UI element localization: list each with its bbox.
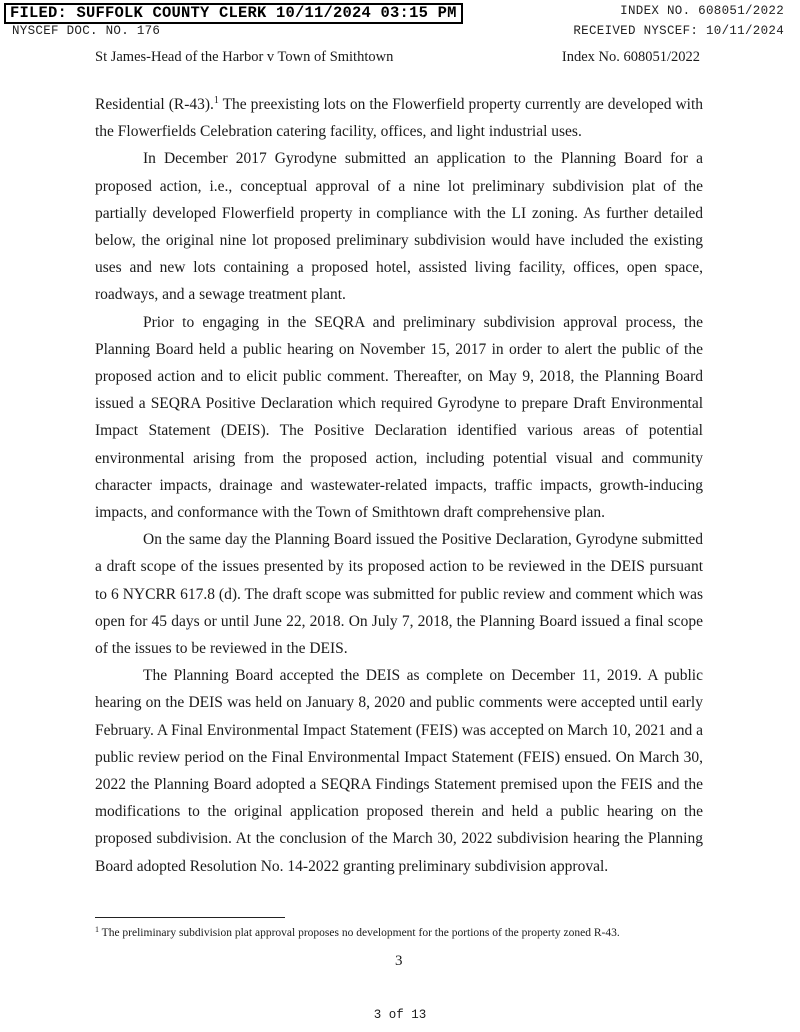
footnote-reference: 1: [213, 95, 219, 106]
paragraph-2: In December 2017 Gyrodyne submitted an application to the Planning Board for a proposed action, i.e., conceptual approval of a nine lot preliminary subdivision plat of the partially developed Flowerfield property in compliance with the LI zoning. As further detailed below, the original nine lot proposed preliminary subdivision would have included the existing uses and new lots containing a proposed hotel, assisted living facility, offices, open space, roadways, and a sewage treatment plant.: [95, 150, 703, 304]
paragraph-1-continued: The preexisting lots on the Flowerfield property currently are developed with the Flowerfields Celebration catering facility, offices, and light industrial uses.: [95, 96, 703, 141]
page-number: 3: [395, 953, 403, 969]
paragraph-3: Prior to engaging in the SEQRA and preliminary subdivision approval process, the Planning Board held a public hearing on November 15, 2017 in order to alert the public of the proposed action and to elicit public comment. Thereafter, on May 9, 2018, the Planning Board issued a SEQRA Positive Declaration which required Gyrodyne to prepare Draft Environmental Impact Statement (DEIS). The Positive Declaration identified various areas of potential environmental arising from the proposed action, including potential visual and community character impacts, drainage and wastewater-related impacts, traffic impacts, growth-inducing impacts, and conformance with the Town of Smithtown draft comprehensive plan.: [95, 313, 703, 522]
paragraph-1-text: Residential (R-43).: [95, 96, 214, 113]
page-count: 3 of 13: [373, 1008, 427, 1022]
paragraph-4: On the same day the Planning Board issued the Positive Declaration, Gyrodyne submitted a draft scope of the issues presented by its proposed action to be reviewed in the DEIS pursuant to 6 NYCRR 617.8 (d). The draft scope was submitted for public review and comment which was open for 45 days or until June 22, 2018. On July 7, 2018, the Planning Board issued a final scope of the issues to be reviewed in the DEIS.: [95, 531, 703, 658]
received-date: RECEIVED NYSCEF: 10/11/2024: [573, 24, 784, 38]
document-body: [95, 91, 703, 880]
footnote-divider: [95, 917, 285, 918]
paragraph-1: [95, 91, 703, 145]
case-title: St James-Head of the Harbor v Town of Smithtown: [95, 49, 394, 65]
nyscef-doc-number: NYSCEF DOC. NO. 176: [12, 24, 161, 38]
footnote-marker: 1: [95, 925, 99, 934]
index-number: INDEX NO. 608051/2022: [620, 4, 784, 18]
running-index-number: Index No. 608051/2022: [561, 49, 700, 65]
paragraph-5: The Planning Board accepted the DEIS as complete on December 11, 2019. A public hearing on the DEIS was held on January 8, 2020 and public comments were accepted until early February. A Final Environmental Impact Statement (FEIS) was accepted on March 10, 2021 and a public review period on the Final Environmental Impact Statement (FEIS) ensued. On March 30, 2022 the Planning Board adopted a SEQRA Findings Statement premised upon the FEIS and the modifications to the original application proposed therein and held a public hearing on the proposed subdivision. At the conclusion of the March 30, 2022 subdivision hearing the Planning Board adopted Resolution No. 14-2022 granting preliminary subdivision approval.: [95, 667, 703, 875]
footnote-text: The preliminary subdivision plat approval proposes no development for the portions of the property zoned R-43.: [99, 927, 620, 939]
footnote: [95, 925, 735, 941]
filed-stamp: FILED: SUFFOLK COUNTY CLERK 10/11/2024 03:15 PM: [4, 3, 463, 24]
